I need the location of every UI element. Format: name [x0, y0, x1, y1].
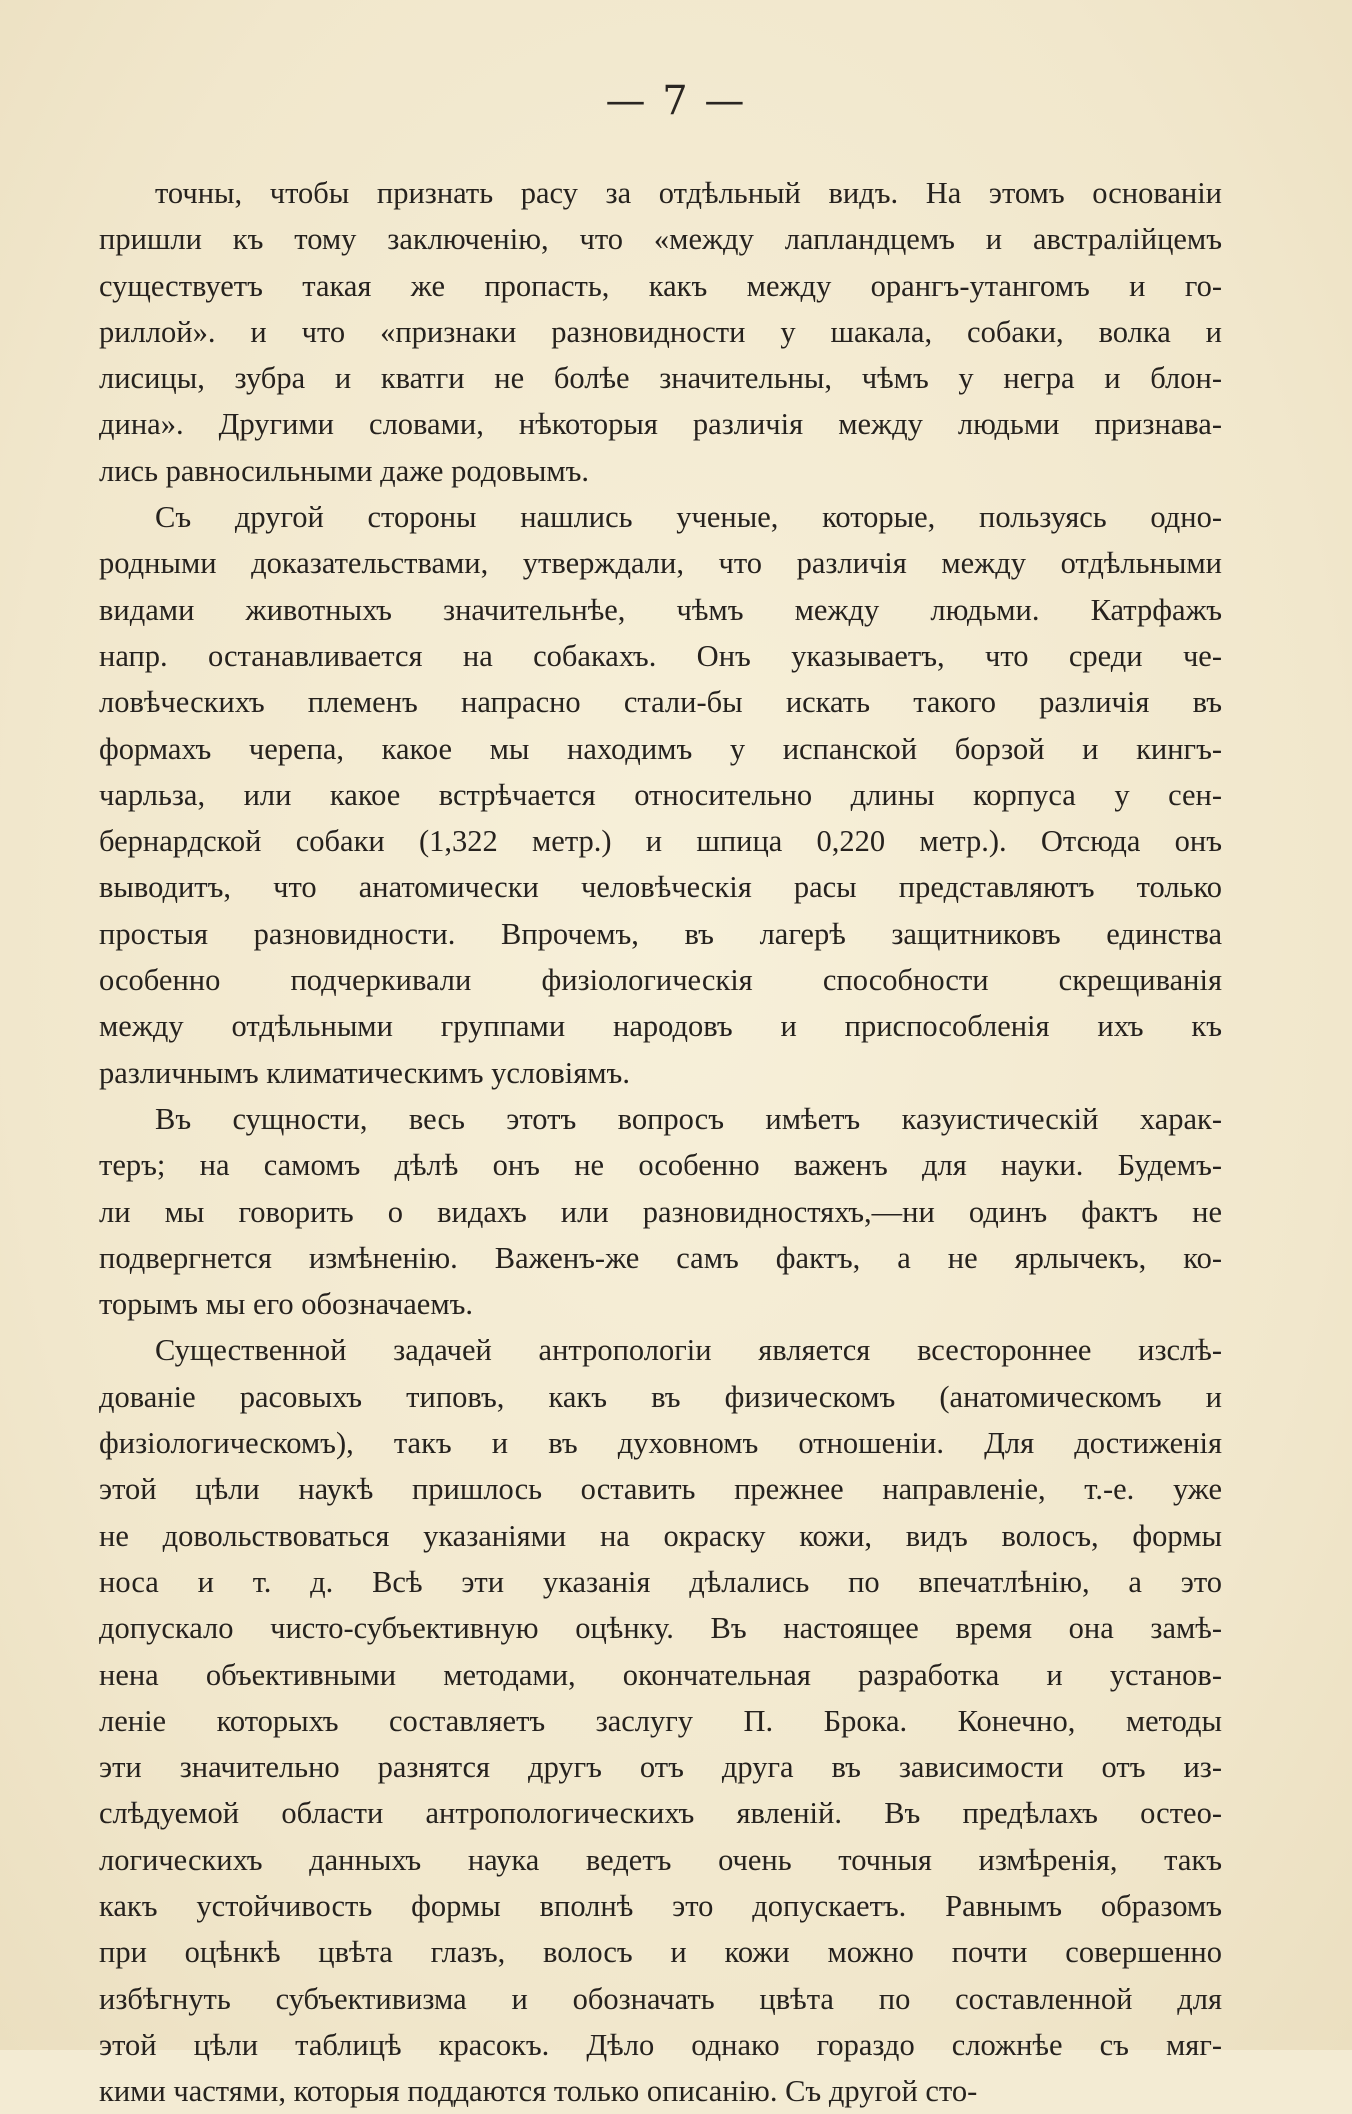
text-line: различнымъ климатическимъ условiямъ. [99, 1055, 630, 1090]
text-line: родными доказательствами, утверждали, что различiя между отдѣльными [99, 546, 1222, 581]
text-line: допускало чисто-субъективную оцѣнку. Въ настоящее время она замѣ- [99, 1611, 1222, 1646]
text-line: видами животныхъ значительнѣе, чѣмъ между людьми. Катрфажъ [99, 592, 1222, 627]
text-line: физiологическомъ), такъ и въ духовномъ отношенiи. Для достиженiя [99, 1426, 1222, 1461]
text-line: точны, чтобы признать расу за отдѣльный видъ. На этомъ основанiи [155, 176, 1222, 210]
text-line: лисицы, зубра и кватги не болѣе значительны, чѣмъ у негра и блон- [99, 361, 1222, 396]
text-line: какъ устойчивость формы вполнѣ это допускаетъ. Равнымъ образомъ [99, 1888, 1222, 1923]
text-line: дина». Другими словами, нѣкоторыя различiя между людьми признава- [99, 407, 1222, 442]
text-line: нена объективными методами, окончательная разработка и установ- [99, 1657, 1222, 1692]
text-line: между отдѣльными группами народовъ и приспособленiя ихъ къ [99, 1009, 1222, 1044]
text-line: Въ сущности, весь этотъ вопросъ имѣетъ казуистическiй харак- [155, 1101, 1222, 1136]
text-line: формахъ черепа, какое мы находимъ у испанской борзой и кингъ- [99, 731, 1222, 766]
text-line: эти значительно разнятся другъ отъ друга въ зависимости отъ из- [99, 1750, 1222, 1785]
text-line: слѣдуемой области антропологическихъ явленiй. Въ предѣлахъ остео- [99, 1796, 1222, 1831]
text-line: выводитъ, что анатомически человѣческiя расы представляютъ только [99, 870, 1222, 905]
text-line: этой цѣли наукѣ пришлось оставить прежнее направленiе, т.-е. уже [99, 1472, 1222, 1507]
page-number: — 7 — [605, 78, 747, 124]
text-line: простыя разновидности. Впрочемъ, въ лагерѣ защитниковъ единства [99, 916, 1222, 951]
text-line: дованiе расовыхъ типовъ, какъ въ физическомъ (анатомическомъ и [99, 1379, 1222, 1414]
text-line: подвергнется измѣненiю. Важенъ-же самъ фактъ, а не ярлычекъ, ко- [99, 1240, 1222, 1275]
text-line: не довольствоваться указанiями на окраску кожи, видъ волосъ, формы [99, 1518, 1222, 1553]
text-line: особенно подчеркивали физiологическiя способности скрещиванiя [99, 963, 1222, 998]
text-line: при оцѣнкѣ цвѣта глазъ, волосъ и кожи можно почти совершенно [99, 1935, 1222, 1970]
text-line: этой цѣли таблицѣ красокъ. Дѣло однако гораздо сложнѣе съ мяг- [99, 2027, 1222, 2062]
text-line: логическихъ данныхъ наука ведетъ очень точныя измѣренiя, такъ [99, 1842, 1222, 1877]
text-line: существуетъ такая же пропасть, какъ между орангъ-утангомъ и го- [99, 268, 1222, 303]
text-line: пришли къ тому заключенiю, что «между лапландцемъ и австралiйцемъ [99, 222, 1222, 257]
text-line: чарльза, или какое встрѣчается относительно длины корпуса у сен- [99, 777, 1222, 812]
text-line: лись равносильными даже родовымъ. [99, 453, 590, 488]
text-line: напр. останавливается на собакахъ. Онъ указываетъ, что среди че- [99, 638, 1222, 673]
text-line: ленiе которыхъ составляетъ заслугу П. Брока. Конечно, методы [99, 1703, 1222, 1738]
text-line: кими частями, которыя поддаются только описанiю. Съ другой сто- [99, 2074, 978, 2109]
text-line: риллой». и что «признаки разновидности у шакала, собаки, волка и [99, 314, 1222, 349]
page-body [99, 170, 1222, 2114]
text-line: Существенной задачей антропологiи является всестороннее изслѣ- [155, 1333, 1222, 1368]
text-line: торымъ мы его обозначаемъ. [99, 1287, 474, 1322]
text-line: бернардской собаки (1,322 метр.) и шпица 0,220 метр.). Отсюда онъ [99, 824, 1222, 859]
text-line: избѣгнуть субъективизма и обозначать цвѣта по составленной для [99, 1981, 1222, 2016]
text-line: носа и т. д. Всѣ эти указанiя дѣлались по впечатлѣнiю, а это [99, 1564, 1222, 1599]
text-line: Съ другой стороны нашлись ученые, которые, пользуясь одно- [155, 500, 1222, 535]
text-line: ли мы говорить о видахъ или разновидностяхъ,—ни одинъ фактъ не [99, 1194, 1222, 1229]
text-line: ловѣческихъ племенъ напрасно стали-бы искать такого различiя въ [99, 685, 1222, 720]
text-line: теръ; на самомъ дѣлѣ онъ не особенно важенъ для науки. Будемъ- [99, 1148, 1222, 1183]
